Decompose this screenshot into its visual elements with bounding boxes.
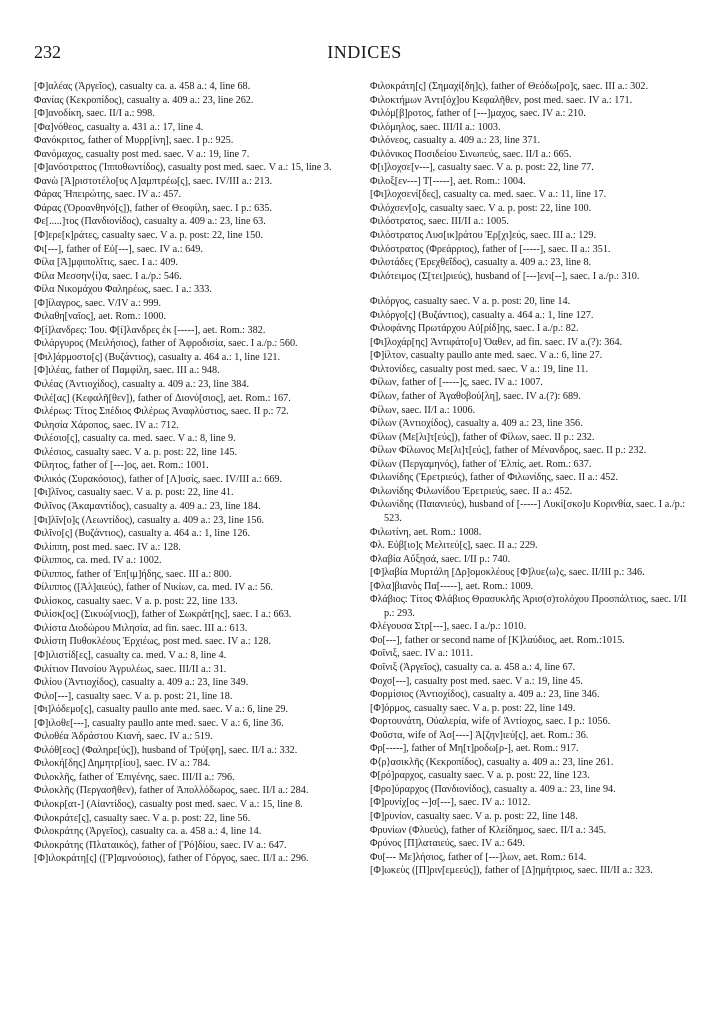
index-entry: Φιλωνίδης (Παιανιεύς), husband of [-----] Λυκί[σκο]υ Κορινθία, saec. I a./p.: 523. [370,499,686,524]
page-number: 232 [34,42,61,62]
index-entry: Φίλιππος, ca. med. IV a.: 1002. [34,555,162,567]
index-entry: [Φ]ίλαγρος, saec. V/IV a.: 999. [34,297,162,309]
index-entry: Φιλαθη[ναῖος], aet. Rom.: 1000. [34,311,166,323]
index-entry: Φανόμαχος, casualty post med. saec. V a.: 19, line 7. [34,148,250,160]
index-entry: Φιλοξ[εν---] Τ[-----], aet. Rom.: 1004. [370,175,526,187]
index-entry: Φιλοκράτη[ς] (Σημαχί[δη]ς), father of Θεόδω[ρο]ς, saec. III a.: 302. [370,81,648,92]
index-entry: Φίλων Φίλωνος Με[λι]τ[εύς], father of Μένανδρος, saec. II p.: 232. [370,445,647,457]
index-entry: Φιλόστρατος, saec. III/II a.: 1005. [370,216,509,228]
index-entry: Φίλων (Ἀντιοχίδος), casualty a. 409 a.: 23, line 356. [370,418,583,430]
index-entry: [Φιλ]άρμοστο[ς] (Βυζάντιος), casualty a. 464 a.: 1, line 121. [34,351,281,363]
index-entry: Φιλτονίδες, casualty post med. saec. V a.: 19, line 11. [370,363,589,375]
index-entry: Φο[---], father or second name of [Κ]λαύδιος, aet. Rom.:1015. [370,634,625,646]
index-entry: Φίλα Μεσσην⟨ί⟩α, saec. I a./p.: 546. [34,270,182,282]
index-entry: [Φ]ρυνίον, casualty saec. V a. p. post: 22, line 148. [370,810,578,822]
index-entry: Φοῦστα, wife of Ἀσ[----] Ἀ[ζην]ιεύ[ς], aet. Rom.: 36. [370,729,589,741]
index-entry: Φιλέρως: Τίτος Σπέδιος Φιλέρως Ἀναφλύστιος, saec. II p.: 72. [34,406,289,418]
index-entry: Φίλα [Ἀ]μφιπολῖτις, saec. I a.: 409. [34,257,178,269]
index-entry: Φιλο[---], casualty saec. V a. p. post: 21, line 18. [34,690,233,702]
index-entry: Φιλόστρατος Λυσ[ικ]ράτου Ἐρ[χι]εύς, saec. III a.: 129. [370,230,597,242]
index-entry: Φιλέσιο[ς], casualty ca. med. saec. V a.: 8, line 9. [34,433,236,445]
index-entry: Φιλέσιος, casualty saec. V a. p. post: 22, line 145. [34,446,238,458]
index-entry: Φιλόνικος Ποσιδείου Σινωπεύς, saec. II/I a.: 665. [370,148,572,160]
index-entry: Φίλιππος ([Ἁλ]αιεύς), father of Νικίων, ca. med. IV a.: 56. [34,582,273,594]
index-entry: [Φ]ωκεὺς ([Π]ριν[εμεεύς]), father of [Δ]ημήτριος, saec. III/II a.: 323. [370,865,653,877]
index-entry: Φιλέας (Ἀντιοχίδος), casualty a. 409 a.: 23, line 384. [34,379,250,391]
index-entry: Φιλέ[ας] (Κεφαλῆ[θεν]), father of Διονύ[σιος], aet. Rom.: 167. [34,392,291,404]
index-entry: Φλαβία Αὔξησά, saec. I/II p.: 740. [370,553,511,565]
index-entry: Φανίας (Κεκροπίδος), casualty a. 409 a.: 23, line 262. [34,94,254,106]
index-entry: Φορμίσιος (Ἀντιοχίδος), casualty a. 409 a.: 23, line 346. [370,689,600,701]
index-entry: Φιλόμηλος, saec. III/II a.: 1003. [370,121,501,133]
page-header [34,42,695,66]
index-entry: [Φ]όρμος, casualty saec. V a. p. post: 22, line 149. [370,702,576,714]
index-entry: Φ[ι]λοχσε[ν---], casualty saec. V a. p. post: 22, line 77. [370,162,594,174]
index-entry: [Φ]ανοδίκη, saec. II/I a.: 998. [34,108,155,120]
index-entry: [Φ]ίλτον, casualty paullo ante med. saec. V a.: 6, line 27. [370,350,603,362]
index-entry: Φανόκριτος, father of Μυρρ[ίνη], saec. I p.: 925. [34,135,234,147]
index-entry: Φιλίου (Ἀντιοχίδος), casualty a. 409 a.: 23, line 349. [34,677,249,689]
index-entry: Φίλων, father of Ἀγαθοβού[λη], saec. IV a.(?): 689. [370,391,581,403]
index-entry: Φρύνος [Π]λαταιεύς, saec. IV a.: 649. [370,838,525,850]
index-entry: [Φ]ρυνίχ[ος --]σ[---], saec. IV a.: 1012. [370,797,531,809]
right-column [370,80,696,878]
index-entry: [Φ]αλέας (Ἀργεῖος), casualty ca. a. 458 a.: 4, line 68. [34,81,251,92]
index-entry: [Φ]ιλιστίδ[ες], casualty ca. med. V a.: 8, line 4. [34,649,227,661]
index-entry: Φιλῖνος (Ἀκαμαντίδος), casualty a. 409 a.: 23, line 184. [34,500,261,512]
index-entry: Φιλωτίνη, aet. Rom.: 1008. [370,526,482,538]
index-entry: Φιλοκράτης (Ἀργεῖος), casualty ca. a. 458 a.: 4, line 14. [34,826,262,838]
index-entry: Φ⟨ρ⟩ασικλῆς (Κεκροπίδος), casualty a. 409 a.: 23, line 261. [370,756,614,768]
index-entry: [Φλα]βιανὸς Πα[-----], aet. Rom.: 1009. [370,580,534,592]
index-entry: Φιλίσκος, casualty saec. V a. p. post: 22, line 133. [34,595,238,607]
index-entry: Φίλων, saec. II/I a.: 1006. [370,404,476,416]
left-column [34,80,360,866]
index-entry: Φλάβιος: Τίτος Φλάβιος Θρασυκλῆς Ἀρισ(σ)τολόχου Προσπάλτιος, saec. I/II p.: 293. [370,594,687,619]
index-entry: [Φρο]ύραρχος (Πανδιονίδος), casualty a. 409 a.: 23, line 94. [370,783,616,795]
index-entry: Φιλόνεος, casualty a. 409 a.: 23, line 371. [370,135,541,147]
index-entry: Φίλων, father of [-----]ς, saec. IV a.: 1007. [370,377,543,389]
index-entry: Φίλιππος, father of Ἐπ[ιμ]ήδης, saec. III a.: 800. [34,568,232,580]
index-entry: Φιλόθ[εος] (Φαληρε[ύς]), husband of Τρύ[φη], saec. II/I a.: 332. [34,744,298,756]
index-entry: Φίλων (Με[λι]τ[εύς]), father of Φίλων, saec. II p.: 232. [370,431,595,443]
index-entry: Φίλων (Περγαμηνός), father of Ἐλπίς, aet. Rom.: 637. [370,458,592,470]
index-entry: [Φ]ιλέας, father of Παμφίλη, saec. III a.: 948. [34,365,220,377]
index-entry: Φιλόργος, casualty saec. V a. p. post: 20, line 14. [370,296,571,308]
index-entry: Φιλοφάνης Πρωτάρχου Αὐ[ρίδ]ης, saec. I a./p.: 82. [370,323,579,335]
index-entry: Φιλοκλῆς (Περγασῆθεν), father of Ἀπολλόδωρος, saec. II/I a.: 284. [34,785,309,797]
index-entry: Φ[ρό]ραρχος, casualty saec. V a. p. post: 22, line 123. [370,770,590,782]
index-entry: Φοῖνιξ (Ἀργεῖος), casualty ca. a. 458 a.: 4, line 67. [370,661,576,673]
index-entry: Φλέγουσα Στρ[---], saec. I a./p.: 1010. [370,621,527,633]
index-entry: Φιλοτάδες (Ἐρεχθεΐδος), casualty a. 409 a.: 23, line 8. [370,257,592,269]
index-entry: Φιλίστα Διοδώρου Μιλησία, ad fin. saec. III a.: 613. [34,622,248,634]
index-entry: Φιλόχσεν[ο]ς, casualty saec. V a. p. post: 22, line 100. [370,202,592,214]
index-entry: Φιλωνίδης Φιλωνίδου Ἐρετριεύς, saec. II a.: 452. [370,485,573,497]
index-entry: Φιλοκράτης (Πλαταικός), father of [Ῥό]δίου, saec. IV a.: 647. [34,839,287,851]
index-entry: [Φ]ιλοθε[---], casualty paullo ante med. saec. V a.: 6, line 36. [34,717,284,729]
index-entry: Φλ. Εὐβ[ιο]ς Μελιτεύ[ς], saec. II a.: 229. [370,540,538,552]
running-title: INDICES [327,42,402,62]
index-entry: [Φ]λαβία Μυρτάλη [Δρ]ομοκλέους [Φ]λυε⟨ω⟩ς, saec. II/III p.: 346. [370,567,645,579]
index-entry: Φοχσ[---], casualty post med. saec. V a.: 19, line 45. [370,675,583,687]
index-entry: Φιλοκράτε[ς], casualty saec. V a. p. post: 22, line 56. [34,812,251,824]
index-entry: Φορτουνάτη, Οὐαλερία, wife of Ἀντίοχος, saec. I p.: 1056. [370,716,611,728]
index-entry: Φιλίστη Πυθοκλέους Ἐρχιέως, post med. saec. IV a.: 128. [34,636,272,648]
index-entry: Φιλόστρατος (Φρεάρριος), father of [-----], saec. II a.: 351. [370,243,611,255]
index-entry: [Φι]λοχάρ[ης] Ἀντιφάτο[υ] Ὀαθεν, ad fin. saec. IV a.(?): 364. [370,336,623,348]
index-entry: Φάρας Ἠπειρώτης, saec. IV a.: 457. [34,189,182,201]
index-entry: [Φι]λοχσενί[δες], casualty ca. med. saec. V a.: 11, line 17. [370,189,607,201]
index-entry: Φρ[-----], father of Μη[τ]ροδω[ρ-], aet. Rom.: 917. [370,743,579,755]
index-entry: Φιλόμ[β]ροτος, father of [---]μαχος, saec. IV a.: 210. [370,108,586,120]
index-entry: Φιλοκή[δης] Δημητρ[ίου], saec. IV a.: 784. [34,758,211,770]
index-entry: Φιλικός (Συρακόσιος), father of [Λ]υσίς, saec. IV/III a.: 669. [34,473,283,485]
index-entry: Φίλητος, father of [---]ος, aet. Rom.: 1001. [34,460,209,472]
index-entry: Φανὼ [Ἀ]ριστοτέλο[υς Λ]αμπτρέω[ς], saec. IV/III a.: 213. [34,175,273,187]
index-entry: [Φι]λόδεμο[ς], casualty paullo ante med. saec. V a.: 6, line 29. [34,704,288,716]
index-entry: Φιλοκρ[ατ-] (Αἰαντίδος), casualty post med. saec. V a.: 15, line 8. [34,798,303,810]
index-entry: Φιλοκλῆς, father of Ἐπιγένης, saec. III/II a.: 796. [34,771,235,783]
index-entry: Φιλάργυρος (Μειλήσιος), father of Ἀφροδισία, saec. I a./p.: 560. [34,338,298,350]
index-entry: Φε[.....]τος (Πανδιονίδος), casualty a. 409 a.: 23, line 63. [34,216,266,228]
index-entry: Φιλίσκ[ος] (Σικυώ[νιος]), father of Σωκράτ[ης], saec. I a.: 663. [34,609,292,621]
index-entry: [Φι]λῖνος, casualty saec. V a. p. post: 22, line 41. [34,487,234,499]
index-entry: Φυ[--- Με]λήσιος, father of [---]λων, aet. Rom.: 614. [370,851,587,863]
index-entry: Φιλοθέα Ἀδράστου Κιανή, saec. IV a.: 519. [34,731,213,743]
index-entry: Φιλόργο[ς] (Βυζάντιος), casualty a. 464 a.: 1, line 127. [370,309,594,321]
index-entry: Φιλῖνο[ς] (Βυζάντιος), casualty a. 464 a.: 1, line 126. [34,528,251,540]
index-entry: [Φ]ιλοκράτη[ς] ([Ῥ]αμνούσιος), father of Γόργος, saec. II/I a.: 296. [34,853,309,865]
index-entry: Φρυνίων (Φλυεύς), father of Κλείδημος, saec. II/I a.: 345. [370,824,607,836]
index-entry: Φιλότειμος (Σ[τει]ριεύς), husband of [---]ενι[--], saec. I a./p.: 310. [370,270,640,282]
index-entry: Φιλοκτήμων Ἀντι[όχ]ου Κεφαλῆθεν, post med. saec. IV a.: 171. [370,94,633,106]
index-entry: [Φ]ερε[κ]ράτες, casualty saec. V a. p. post: 22, line 150. [34,230,263,242]
index-entry: Φι[---], father of Εὐ[---], saec. IV a.: 649. [34,243,203,255]
index-entry: Φ[ί]λανδρες: Ἰου. Φ[ί]λανδρες ἐκ [-----], aet. Rom.: 382. [34,324,266,336]
index-entry: Φάρας (Ὀροανθηνό[ς]), father of Θεοφίλη, saec. I p.: 635. [34,202,272,214]
index-entry: Φιλησία Χάροπος, saec. IV a.: 712. [34,419,179,431]
index-entry: Φοῖνιξ, saec. IV a.: 1011. [370,648,473,660]
index-entry: Φιλωνίδης (Ἐρετριεύς), father of Φιλωνίδης, saec. II a.: 452. [370,472,619,484]
index-entry: Φιλίππη, post med. saec. IV a.: 128. [34,541,181,553]
index-entry: Φιλίτιον Πανσίου Ἀγρυλέως, saec. III/II a.: 31. [34,663,227,675]
index-entry: Φίλα Νικομάχου Φαληρέως, saec. I a.: 333. [34,284,212,296]
index-entry: [Φι]λῖν[ο]ς (Λεωντίδος), casualty a. 409 a.: 23, line 156. [34,514,265,526]
index-entry: [Φα]νόθεος, casualty a. 431 a.: 17, line 4. [34,121,204,133]
index-entry: [Φ]ανόστρατος (Ἱπποθωντίδος), casualty post med. saec. V a.: 15, line 3. [34,162,332,174]
